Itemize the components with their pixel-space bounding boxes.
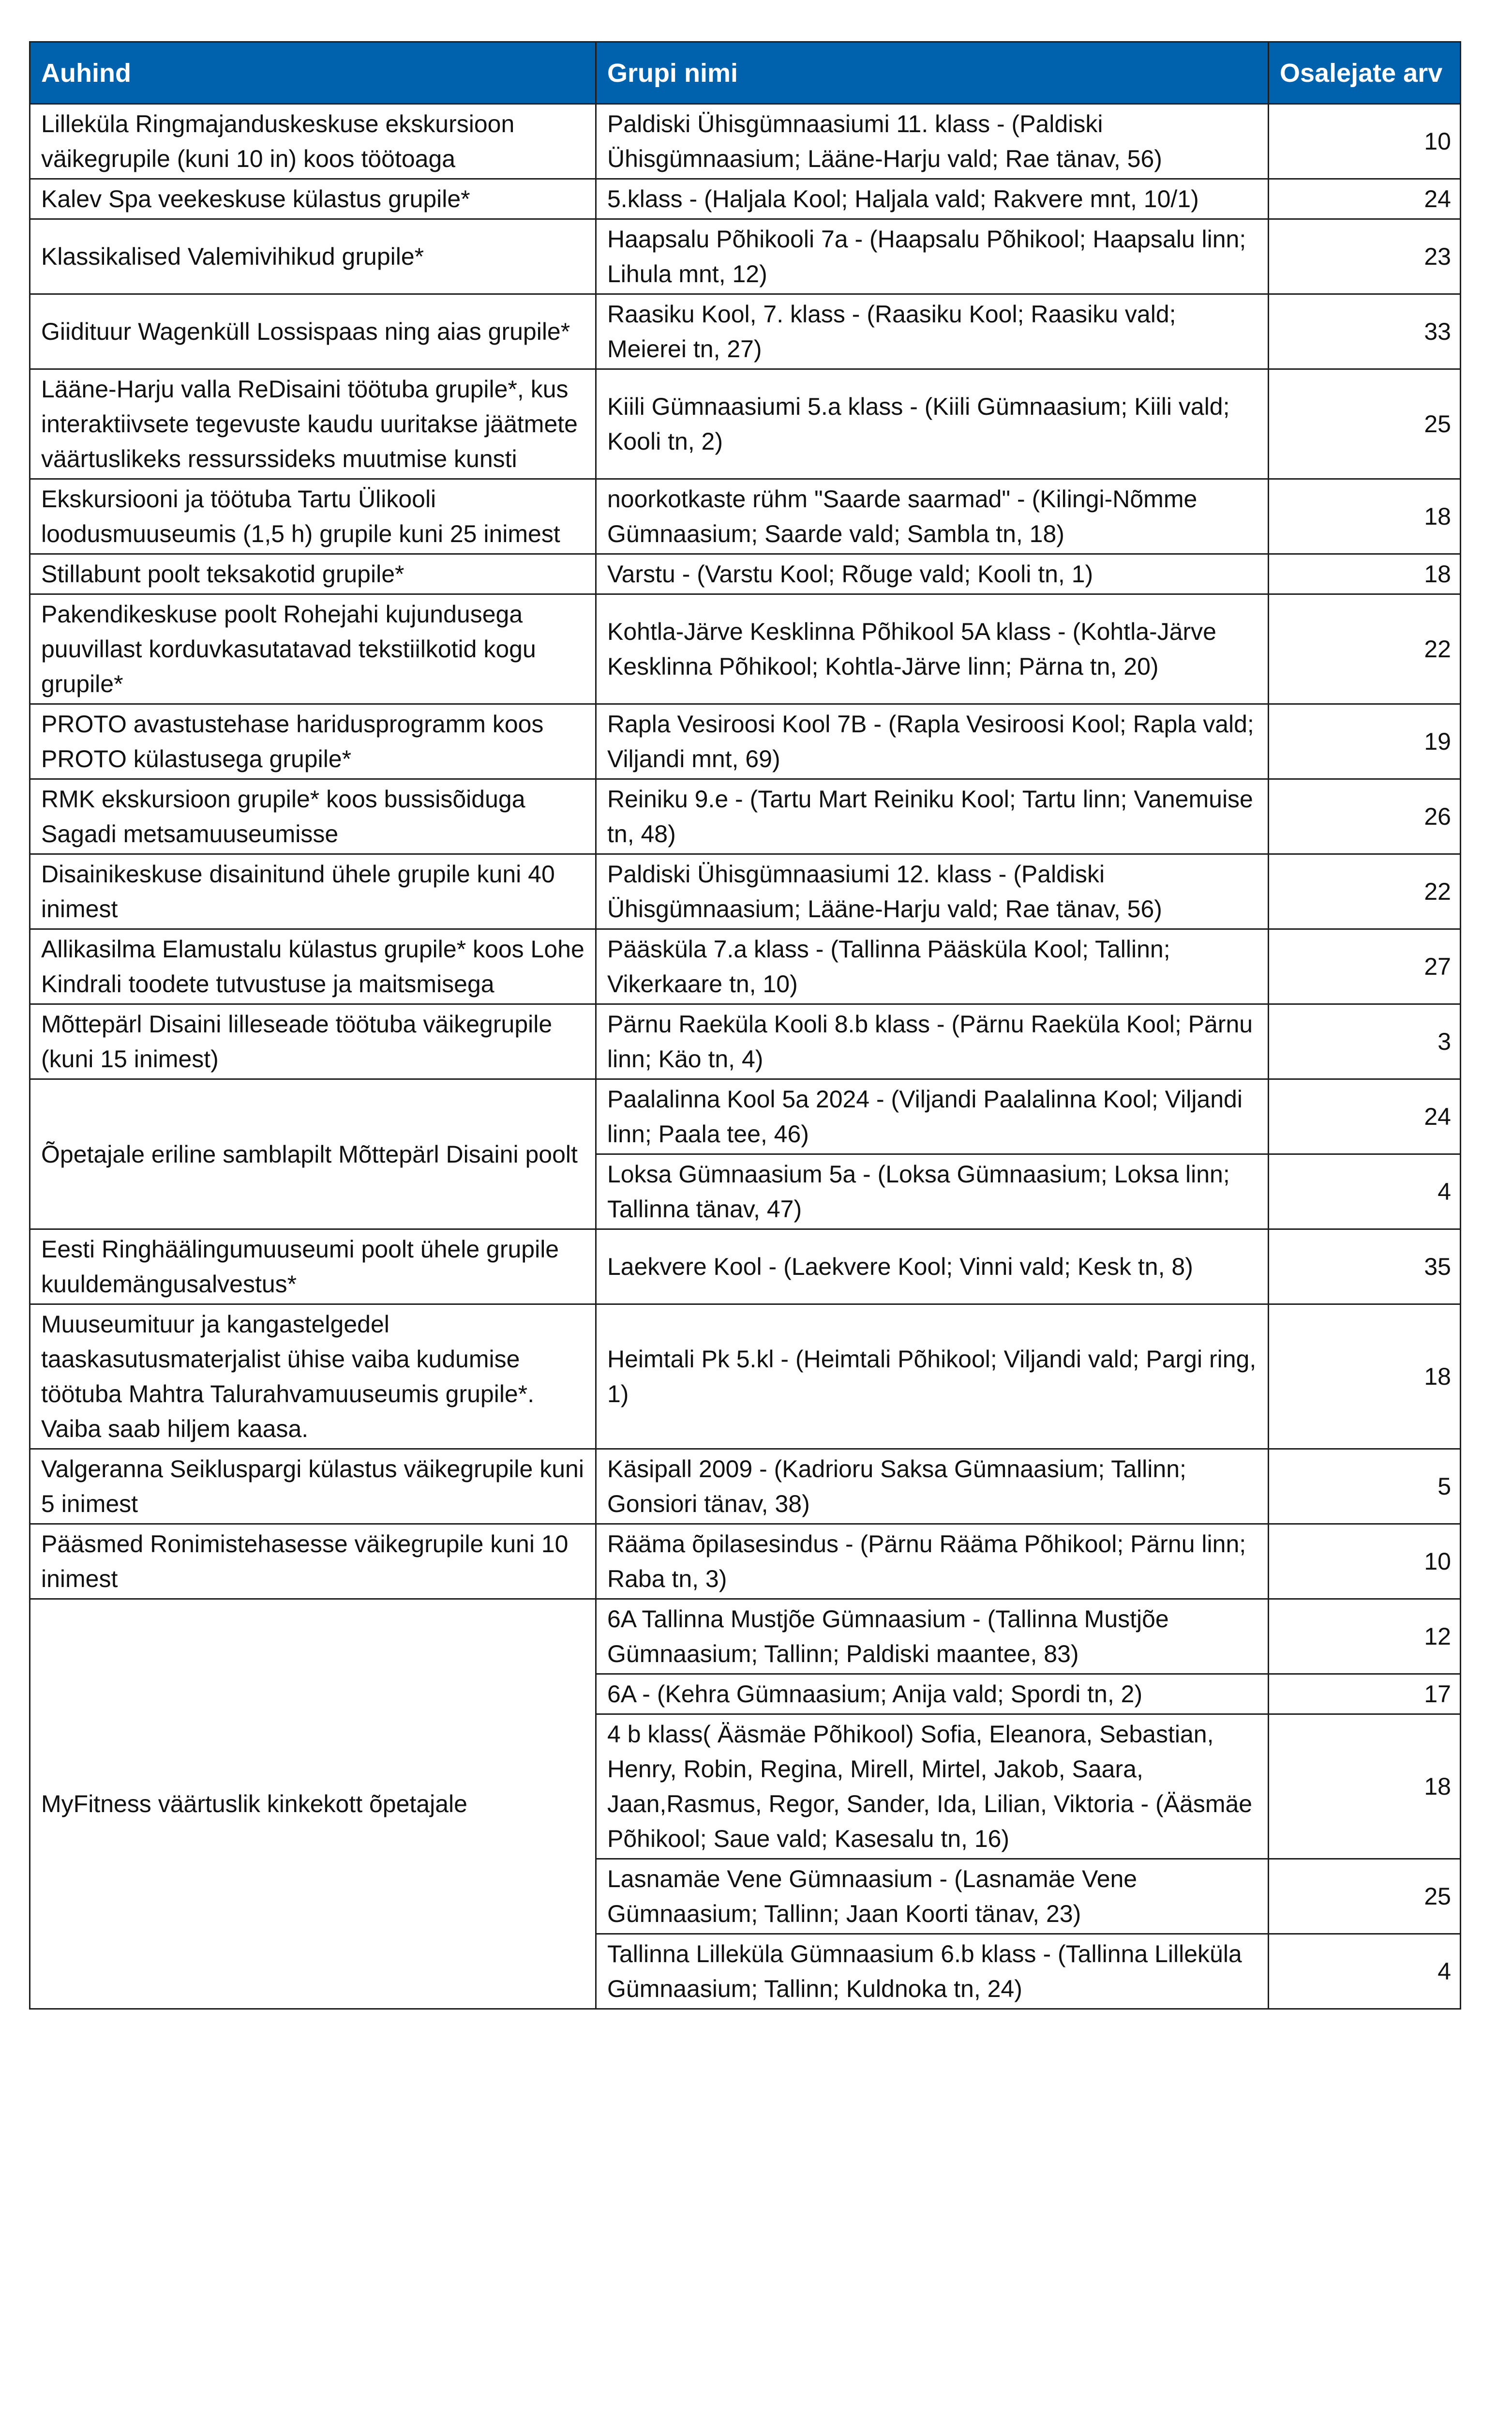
group-name-cell: Rapla Vesiroosi Kool 7B - (Rapla Vesiroosi Kool; Rapla vald; Viljandi mnt, 69) — [596, 704, 1269, 779]
prize-cell: Klassikalised Valemivihikud grupile* — [30, 219, 596, 294]
table-row — [30, 1229, 1461, 1304]
group-name-cell: Paldiski Ühisgümnaasiumi 11. klass - (Paldiski Ühisgümnaasium; Lääne-Harju vald; Rae tänav, 56) — [596, 104, 1269, 179]
participant-count-cell: 27 — [1269, 929, 1461, 1004]
table-row — [30, 704, 1461, 779]
table-header-row — [30, 42, 1461, 104]
table-row — [30, 1599, 1461, 1674]
group-name-cell: Haapsalu Põhikooli 7a - (Haapsalu Põhikool; Haapsalu linn; Lihula mnt, 12) — [596, 219, 1269, 294]
table-row — [30, 594, 1461, 704]
group-name-cell: 5.klass - (Haljala Kool; Haljala vald; Rakvere mnt, 10/1) — [596, 179, 1269, 219]
group-name-cell: Kohtla-Järve Kesklinna Põhikool 5A klass - (Kohtla-Järve Kesklinna Põhikool; Kohtla-Järve linn; Pärna tn, 20) — [596, 594, 1269, 704]
prize-cell: Eesti Ringhäälingumuuseumi poolt ühele grupile kuuldemängusalvestus* — [30, 1229, 596, 1304]
participant-count-cell: 17 — [1269, 1674, 1461, 1714]
group-name-cell: Reiniku 9.e - (Tartu Mart Reiniku Kool; Tartu linn; Vanemuise tn, 48) — [596, 779, 1269, 854]
participant-count-cell: 4 — [1269, 1934, 1461, 2009]
participant-count-cell: 24 — [1269, 1079, 1461, 1154]
participant-count-cell: 19 — [1269, 704, 1461, 779]
group-name-cell: Käsipall 2009 - (Kadrioru Saksa Gümnaasium; Tallinn; Gonsiori tänav, 38) — [596, 1449, 1269, 1524]
table-row — [30, 369, 1461, 479]
prize-cell: Mõttepärl Disaini lilleseade töötuba väikegrupile (kuni 15 inimest) — [30, 1004, 596, 1079]
participant-count-cell: 18 — [1269, 479, 1461, 554]
table-body — [30, 104, 1461, 2009]
participant-count-cell: 10 — [1269, 1524, 1461, 1599]
group-name-cell: Lasnamäe Vene Gümnaasium - (Lasnamäe Vene Gümnaasium; Tallinn; Jaan Koorti tänav, 23) — [596, 1859, 1269, 1934]
prize-cell: Kalev Spa veekeskuse külastus grupile* — [30, 179, 596, 219]
table-row — [30, 554, 1461, 594]
prize-cell: Valgeranna Seikluspargi külastus väikegrupile kuni 5 inimest — [30, 1449, 596, 1524]
group-name-cell: 6A - (Kehra Gümnaasium; Anija vald; Spordi tn, 2) — [596, 1674, 1269, 1714]
participant-count-cell: 25 — [1269, 1859, 1461, 1934]
table-row — [30, 1449, 1461, 1524]
table-row — [30, 1079, 1461, 1154]
table-row — [30, 929, 1461, 1004]
participant-count-cell: 23 — [1269, 219, 1461, 294]
participant-count-cell: 22 — [1269, 594, 1461, 704]
group-name-cell: Paalalinna Kool 5a 2024 - (Viljandi Paalalinna Kool; Viljandi linn; Paala tee, 46) — [596, 1079, 1269, 1154]
participant-count-cell: 18 — [1269, 1304, 1461, 1449]
column-header-group-name: Grupi nimi — [596, 42, 1269, 104]
group-name-cell: Pärnu Raeküla Kooli 8.b klass - (Pärnu Raeküla Kool; Pärnu linn; Käo tn, 4) — [596, 1004, 1269, 1079]
group-name-cell: Loksa Gümnaasium 5a - (Loksa Gümnaasium; Loksa linn; Tallinna tänav, 47) — [596, 1154, 1269, 1229]
column-header-participant-count: Osalejate arv — [1269, 42, 1461, 104]
group-name-cell: Laekvere Kool - (Laekvere Kool; Vinni vald; Kesk tn, 8) — [596, 1229, 1269, 1304]
participant-count-cell: 12 — [1269, 1599, 1461, 1674]
prize-cell: Pakendikeskuse poolt Rohejahi kujundusega puuvillast korduvkasutatavad tekstiilkotid kogu grupile* — [30, 594, 596, 704]
prize-cell: Muuseumituur ja kangastelgedel taaskasutusmaterjalist ühise vaiba kudumise töötuba Mahtra Talurahvamuuseumis grupile*. Vaiba saab hiljem kaasa. — [30, 1304, 596, 1449]
table-row — [30, 1524, 1461, 1599]
table-row — [30, 479, 1461, 554]
prize-cell: Õpetajale eriline samblapilt Mõttepärl Disaini poolt — [30, 1079, 596, 1229]
table-row — [30, 104, 1461, 179]
group-name-cell: 6A Tallinna Mustjõe Gümnaasium - (Tallinna Mustjõe Gümnaasium; Tallinn; Paldiski maantee, 83) — [596, 1599, 1269, 1674]
prize-cell: Pääsmed Ronimistehasesse väikegrupile kuni 10 inimest — [30, 1524, 596, 1599]
prize-cell: Stillabunt poolt teksakotid grupile* — [30, 554, 596, 594]
column-header-prize: Auhind — [30, 42, 596, 104]
participant-count-cell: 10 — [1269, 104, 1461, 179]
participant-count-cell: 35 — [1269, 1229, 1461, 1304]
prize-cell: Ekskursiooni ja töötuba Tartu Ülikooli loodusmuuseumis (1,5 h) grupile kuni 25 inimest — [30, 479, 596, 554]
group-name-cell: Tallinna Lilleküla Gümnaasium 6.b klass - (Tallinna Lilleküla Gümnaasium; Tallinn; Kuldnoka tn, 24) — [596, 1934, 1269, 2009]
table-row — [30, 179, 1461, 219]
table-row — [30, 779, 1461, 854]
participant-count-cell: 18 — [1269, 1714, 1461, 1859]
participant-count-cell: 3 — [1269, 1004, 1461, 1079]
participant-count-cell: 18 — [1269, 554, 1461, 594]
group-name-cell: noorkotkaste rühm "Saarde saarmad" - (Kilingi-Nõmme Gümnaasium; Saarde vald; Sambla tn, 18) — [596, 479, 1269, 554]
group-name-cell: Rääma õpilasesindus - (Pärnu Rääma Põhikool; Pärnu linn; Raba tn, 3) — [596, 1524, 1269, 1599]
group-name-cell: Paldiski Ühisgümnaasiumi 12. klass - (Paldiski Ühisgümnaasium; Lääne-Harju vald; Rae tänav, 56) — [596, 854, 1269, 929]
participant-count-cell: 25 — [1269, 369, 1461, 479]
prize-cell: MyFitness väärtuslik kinkekott õpetajale — [30, 1599, 596, 2009]
prize-cell: Allikasilma Elamustalu külastus grupile* koos Lohe Kindrali toodete tutvustuse ja maitsmisega — [30, 929, 596, 1004]
prize-cell: Giidituur Wagenküll Lossispaas ning aias grupile* — [30, 294, 596, 369]
prize-cell: Lilleküla Ringmajanduskeskuse ekskursioon väikegrupile (kuni 10 in) koos töötoaga — [30, 104, 596, 179]
table-row — [30, 219, 1461, 294]
group-name-cell: Heimtali Pk 5.kl - (Heimtali Põhikool; Viljandi vald; Pargi ring, 1) — [596, 1304, 1269, 1449]
group-name-cell: Pääsküla 7.a klass - (Tallinna Pääsküla Kool; Tallinn; Vikerkaare tn, 10) — [596, 929, 1269, 1004]
table-row — [30, 854, 1461, 929]
group-name-cell: Varstu - (Varstu Kool; Rõuge vald; Kooli tn, 1) — [596, 554, 1269, 594]
prize-winners-table — [29, 41, 1461, 2010]
participant-count-cell: 26 — [1269, 779, 1461, 854]
table-row — [30, 1304, 1461, 1449]
prize-cell: PROTO avastustehase haridusprogramm koos PROTO külastusega grupile* — [30, 704, 596, 779]
group-name-cell: 4 b klass( Ääsmäe Põhikool) Sofia, Eleanora, Sebastian, Henry, Robin, Regina, Mirell, Mirtel, Jakob, Saara, Jaan,Rasmus, Regor, Sander, Ida, Lilian, Viktoria - (Ääsmäe Põhikool; Saue vald; Kasesalu tn, 16) — [596, 1714, 1269, 1859]
participant-count-cell: 22 — [1269, 854, 1461, 929]
group-name-cell: Raasiku Kool, 7. klass - (Raasiku Kool; Raasiku vald; Meierei tn, 27) — [596, 294, 1269, 369]
prize-cell: RMK ekskursioon grupile* koos bussisõiduga Sagadi metsamuuseumisse — [30, 779, 596, 854]
group-name-cell: Kiili Gümnaasiumi 5.a klass - (Kiili Gümnaasium; Kiili vald; Kooli tn, 2) — [596, 369, 1269, 479]
participant-count-cell: 33 — [1269, 294, 1461, 369]
table-row — [30, 1004, 1461, 1079]
prize-cell: Disainikeskuse disainitund ühele grupile kuni 40 inimest — [30, 854, 596, 929]
prize-cell: Lääne-Harju valla ReDisaini töötuba grupile*, kus interaktiivsete tegevuste kaudu uuritakse jäätmete väärtuslikeks ressurssideks muutmise kunsti — [30, 369, 596, 479]
table-row — [30, 294, 1461, 369]
participant-count-cell: 5 — [1269, 1449, 1461, 1524]
participant-count-cell: 4 — [1269, 1154, 1461, 1229]
participant-count-cell: 24 — [1269, 179, 1461, 219]
